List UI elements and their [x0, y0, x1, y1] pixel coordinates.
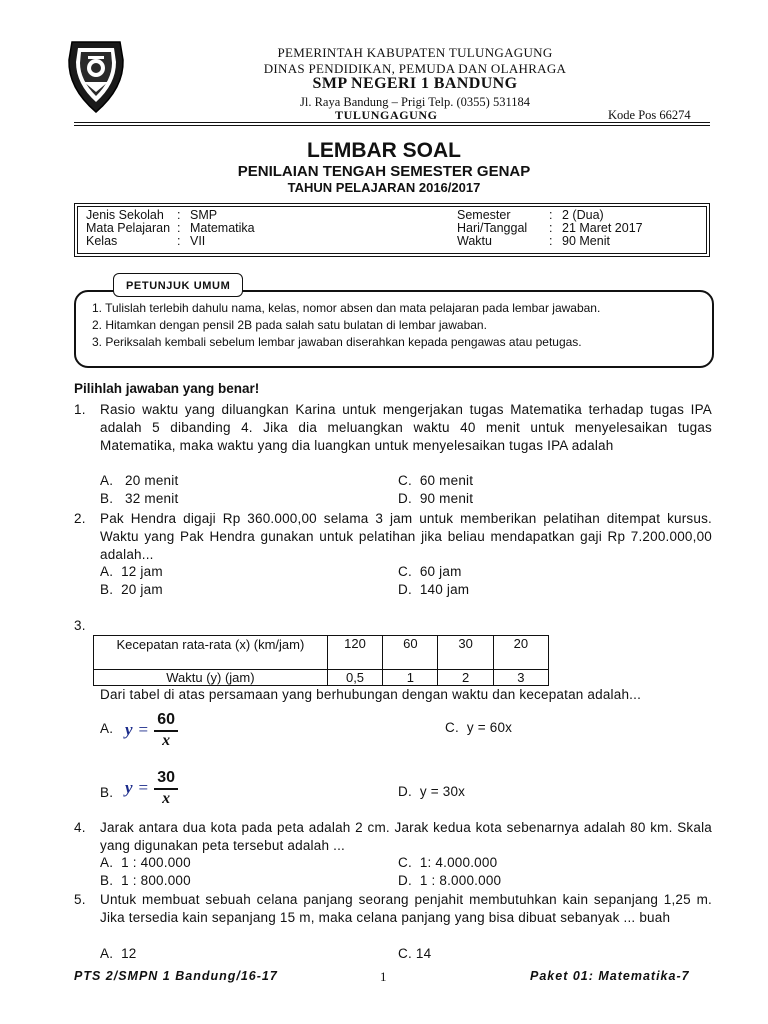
- info-label: Waktu: [457, 234, 492, 248]
- school-emblem-icon: [66, 38, 126, 116]
- question-text: Jarak antara dua kota pada peta adalah 2 cm. Jarak kedua kota sebenarnya adalah 80 km. Skala yang digunakan peta tersebut adalah ...: [100, 820, 712, 853]
- question-text: Untuk membuat sebuah celana panjang seorang penjahit membutuhkan kain sepanjang 1,25 m. Jika tersedia kain sepanjang 15 m, maka celana panjang yang bisa dibuat sebanyak ... buah: [100, 892, 712, 925]
- option-d: D. y = 30x: [398, 784, 466, 799]
- fraction-numerator: 60: [157, 711, 176, 728]
- option-b: B. 1 : 800.000: [100, 873, 191, 888]
- info-left-labels: [86, 209, 170, 248]
- info-label: Kelas: [86, 234, 118, 248]
- option-b: B.: [100, 785, 114, 800]
- table-cell: 120: [327, 636, 382, 670]
- table-label-time: Waktu (y) (jam): [94, 670, 328, 686]
- question-number: 4.: [74, 820, 86, 835]
- info-value: SMP: [190, 208, 218, 222]
- option-b: B. 32 menit: [100, 491, 179, 506]
- info-label: Jenis Sekolah: [86, 208, 164, 222]
- option-text: 12: [121, 946, 137, 961]
- footer-exam-code: PTS 2/SMPN 1 Bandung/16-17: [74, 969, 278, 983]
- option-text: 20 jam: [121, 582, 163, 597]
- speed-time-table: [93, 635, 549, 686]
- option-c: C. y = 60x: [445, 720, 513, 735]
- instructions-heading: PETUNJUK UMUM: [113, 273, 243, 297]
- option-text: 20 menit: [125, 473, 179, 488]
- option-d: D. 1 : 8.000.000: [398, 873, 502, 888]
- exam-title: PENILAIAN TENGAH SEMESTER GENAP: [237, 163, 531, 180]
- table-cell: 20: [493, 636, 548, 670]
- option-text: 1 : 8.000.000: [419, 873, 502, 888]
- info-left-colons: : : :: [177, 208, 181, 248]
- option-a: A. 1 : 400.000: [100, 855, 191, 870]
- question-text: Rasio waktu yang diluangkan Karina untuk mengerjakan tugas Matematika terhadap tugas IPA adalah 5 dibanding 4. Jika dia meluangkan waktu 40 menit untuk menyelesaikan tugas Matematika, maka waktu yang dia luangkan untuk menyelesaikan tugas IPA adalah: [100, 402, 712, 453]
- question-number: 5.: [74, 892, 86, 907]
- option-a: A. 12 jam: [100, 564, 163, 579]
- header-government: PEMERINTAH KABUPATEN TULUNGAGUNG: [277, 45, 553, 60]
- table-cell: 2: [438, 670, 493, 686]
- option-a: A.: [100, 721, 114, 736]
- header-department: DINAS PENDIDIKAN, PEMUDA DAN OLAHRAGA: [263, 61, 567, 76]
- option-c: C. 60 jam: [398, 564, 462, 579]
- info-value: Matematika: [190, 221, 255, 235]
- fraction-denominator: x: [162, 732, 171, 749]
- header-school-name: SMP NEGERI 1 BANDUNG: [312, 75, 518, 92]
- info-label: Mata Pelajaran: [86, 221, 171, 235]
- option-a-equation: y = $\frac{60}{x}$: [125, 711, 178, 749]
- question-number: 3.: [74, 618, 86, 633]
- header-divider-thin: [74, 125, 710, 126]
- question-number: 1.: [74, 402, 86, 417]
- table-cell: 0,5: [327, 670, 382, 686]
- option-text: 90 menit: [419, 491, 474, 506]
- header-address: Jl. Raya Bandung – Prigi Telp. (0355) 531184: [299, 95, 530, 109]
- option-b: B. 20 jam: [100, 582, 163, 597]
- question-text: Pak Hendra digaji Rp 360.000,00 selama 3 jam untuk memberikan pelatihan ditempat kursus. Waktu yang Pak Hendra gunakan untuk pelatihan jika beliau mendapatkan gaji Rp 7.200.000,00 adalah...: [100, 511, 712, 562]
- option-d: D. 140 jam: [398, 582, 470, 597]
- option-c: C. 14: [398, 946, 432, 961]
- page-number: 1: [380, 969, 387, 984]
- option-text: 1 : 400.000: [121, 855, 191, 870]
- info-value: 90 Menit: [562, 234, 610, 248]
- instruction-item: 1. Tulislah terlebih dahulu nama, kelas, nomor absen dan mata pelajaran pada lembar jawaban.: [92, 301, 601, 315]
- table-cell: 3: [493, 670, 548, 686]
- instruction-item: 3. Periksalah kembali sebelum lembar jawaban diserahkan kepada pengawas atau petugas.: [92, 335, 582, 349]
- option-text: 14: [415, 946, 432, 961]
- info-right-values: [562, 209, 643, 248]
- option-c: C. 60 menit: [398, 473, 474, 488]
- option-text: 32 menit: [125, 491, 179, 506]
- question-number: 2.: [74, 511, 86, 526]
- option-c: C. 1: 4.000.000: [398, 855, 498, 870]
- option-a: A. 12: [100, 946, 137, 961]
- info-value: 2 (Dua): [562, 208, 604, 222]
- info-value: VII: [190, 234, 206, 248]
- option-text: 140 jam: [419, 582, 470, 597]
- option-text: y = 60x: [466, 720, 513, 735]
- option-text: 60 jam: [419, 564, 462, 579]
- option-a: A. 20 menit: [100, 473, 179, 488]
- table-label-speed: Kecepatan rata-rata (x) (km/jam): [94, 636, 328, 670]
- question-text: Dari tabel di atas persamaan yang berhubungan dengan waktu dan kecepatan adalah...: [100, 687, 642, 702]
- instruction-item: 2. Hitamkan dengan pensil 2B pada salah satu bulatan di lembar jawaban.: [92, 318, 487, 332]
- header-postal-code: Kode Pos 66274: [608, 108, 691, 122]
- option-d: D. 90 menit: [398, 491, 474, 506]
- option-b-equation: y = $\frac{30}{x}$: [125, 769, 178, 807]
- fraction-numerator: 30: [157, 769, 176, 786]
- table-cell: 1: [383, 670, 438, 686]
- table-cell: 30: [438, 636, 493, 670]
- info-label: Hari/Tanggal: [457, 221, 528, 235]
- footer-package: Paket 01: Matematika-7: [530, 969, 690, 983]
- info-label: Semester: [457, 208, 511, 222]
- academic-year: TAHUN PELAJARAN 2016/2017: [287, 180, 481, 195]
- answer-instruction: Pilihlah jawaban yang benar!: [74, 381, 260, 396]
- option-text: 1 : 800.000: [121, 873, 191, 888]
- header-city: TULUNGAGUNG: [335, 108, 438, 122]
- option-text: 1: 4.000.000: [419, 855, 498, 870]
- info-left-values: [190, 209, 255, 248]
- info-right-labels: [457, 209, 527, 248]
- table-cell: 60: [383, 636, 438, 670]
- option-text: y = 30x: [419, 784, 466, 799]
- header-divider: [74, 122, 710, 123]
- info-right-colons: : : :: [549, 208, 553, 248]
- info-value: 21 Maret 2017: [562, 221, 643, 235]
- option-text: 60 menit: [419, 473, 474, 488]
- option-text: 12 jam: [121, 564, 163, 579]
- fraction-denominator: x: [162, 790, 171, 807]
- page-title: LEMBAR SOAL: [307, 139, 461, 162]
